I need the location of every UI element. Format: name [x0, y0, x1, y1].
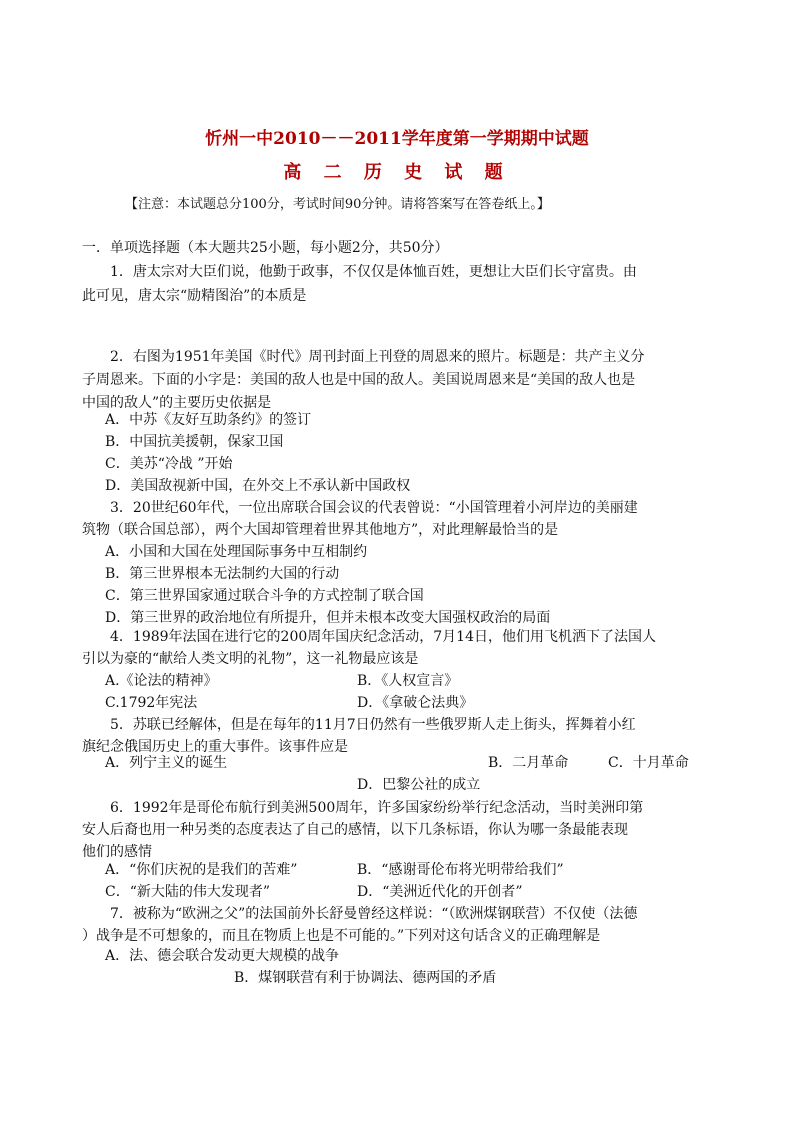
question-text: 5．苏联已经解体，但是在每年的11月7日仍然有一些俄罗斯人走上街头，挥舞着小红	[110, 717, 636, 733]
option-c: C．美苏“冷战 ”开始	[105, 456, 233, 472]
question-text: 此可见，唐太宗“励精图治”的本质是	[82, 288, 307, 304]
option-c: C．十月革命	[608, 755, 689, 771]
option-a: A．法、德会联合发动更大规模的战争	[105, 948, 340, 964]
exam-subtitle: 高 二 历 史 试 题	[283, 162, 511, 183]
option-d: D．“美洲近代化的开创者”	[357, 884, 523, 900]
option-b: B．煤钢联营有利于协调法、德两国的矛盾	[234, 970, 497, 986]
section-heading: 一．单项选择题（本大题共25小题，每小题2分，共50分）	[82, 240, 449, 256]
option-a: A.《论法的精神》	[105, 673, 218, 689]
option-a: A．小国和大国在处理国际事务中互相制约	[105, 544, 368, 560]
question-text: 安人后裔也用一种另类的态度表达了自己的感情，以下几条标语，你认为哪一条最能表现	[82, 822, 628, 838]
option-a: A．“你们庆祝的是我们的苦难”	[105, 862, 298, 878]
option-d: D．美国敌视新中国，在外交上不承认新中国政权	[105, 478, 411, 494]
option-b: B．第三世界根本无法制约大国的行动	[105, 566, 340, 582]
option-a: A．中苏《友好互助条约》的签订	[105, 412, 312, 428]
question-text: 4．1989年法国在进行它的200周年国庆纪念活动，7月14日，他们用飞机洒下了法国人	[110, 629, 656, 645]
option-c: C．第三世界国家通过联合斗争的方式控制了联合国	[105, 588, 424, 604]
option-b: B．《人权宣言》	[357, 673, 459, 689]
question-text: 筑物（联合国总部），两个大国却管理着世界其他地方”，对此理解最恰当的是	[82, 522, 559, 538]
question-text: 1．唐太宗对大臣们说，他勤于政事，不仅仅是体恤百姓，更想让大臣们长守富贵。由	[110, 264, 637, 280]
question-text: 7．被称为“欧洲之父”的法国前外长舒曼曾经这样说：“（欧洲煤钢联营）不仅使（法德	[110, 906, 638, 922]
question-text: 6．1992年是哥伦布航行到美洲500周年，许多国家纷纷举行纪念活动，当时美洲印第	[110, 800, 644, 816]
option-d: D．巴黎公社的成立	[357, 777, 481, 793]
option-d: D．第三世界的政治地位有所提升，但并未根本改变大国强权政治的局面	[105, 610, 551, 626]
exam-title: 忻州一中2010－－2011学年度第一学期期中试题	[205, 129, 589, 149]
question-text: 2．右图为1951年美国《时代》周刊封面上刊登的周恩来的照片。标题是：共产主义分	[110, 349, 645, 365]
option-c: C.1792年宪法	[105, 695, 198, 711]
option-b: B．“感谢哥伦布将光明带给我们”	[357, 862, 564, 878]
question-text: ）战争是不可想象的，而且在物质上也是不可能的。”下列对这句话含义的正确理解是	[82, 928, 601, 944]
option-c: C．“新大陆的伟大发现者”	[105, 884, 271, 900]
question-text: 旗纪念俄国历史上的重大事件。该事件应是	[82, 739, 348, 755]
question-text: 引以为豪的“献给人类文明的礼物”，这一礼物最应该是	[82, 651, 419, 667]
question-text: 他们的感情	[82, 844, 152, 860]
option-b: B．二月革命	[488, 755, 569, 771]
exam-notice: 【注意：本试题总分100分，考试时间90分钟。请将答案写在答卷纸上。】	[125, 197, 550, 212]
question-text: 子周恩来。下面的小字是：美国的敌人也是中国的敌人。美国说周恩来是“美国的敌人也是	[82, 372, 636, 388]
option-b: B．中国抗美援朝，保家卫国	[105, 434, 284, 450]
option-d: D．《拿破仑法典》	[357, 695, 474, 711]
question-text: 3．20世纪60年代，一位出席联合国会议的代表曾说：“小国管理着小河岸边的美丽建	[110, 500, 638, 516]
question-text: 中国的敌人”的主要历史依据是	[82, 395, 272, 411]
option-a: A．列宁主义的诞生	[105, 755, 228, 771]
